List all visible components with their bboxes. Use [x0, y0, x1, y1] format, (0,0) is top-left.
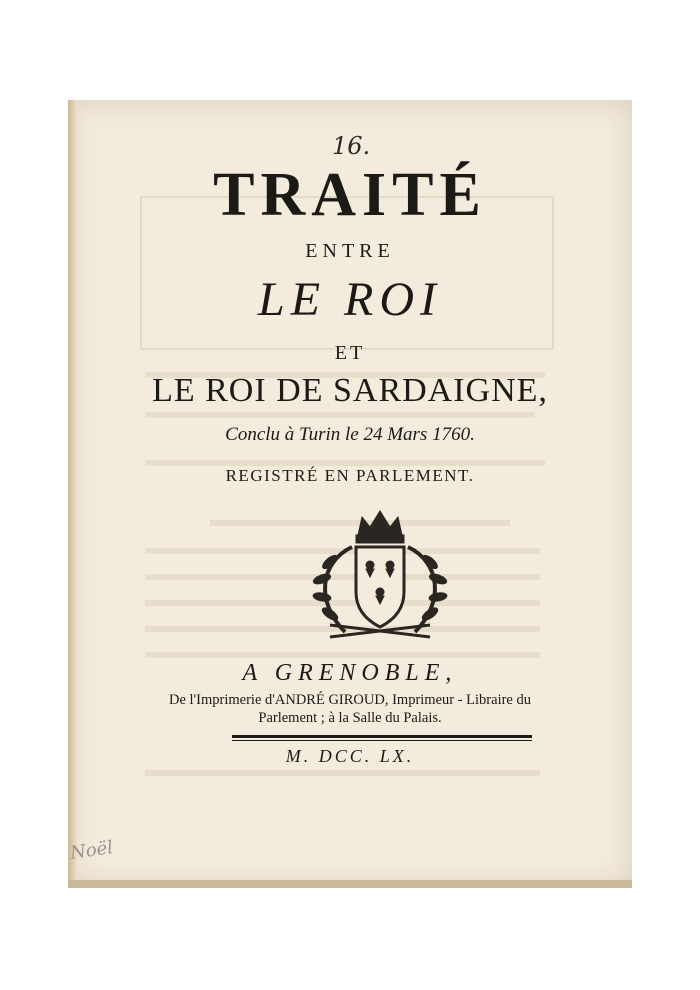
party-two: LE ROI DE SARDAIGNE,	[152, 372, 548, 409]
printer-line: De l'Imprimerie d'ANDRÉ GIROUD, Imprimeur - Libraire du	[169, 692, 531, 708]
royal-arms-emblem	[300, 507, 460, 647]
document-title: TRAITÉ	[213, 161, 487, 229]
publication-date: M. DCC. LX.	[285, 746, 415, 766]
imprint-city: A GRENOBLE,	[242, 660, 458, 686]
conjunction: ET	[334, 342, 366, 364]
page-bottom-edge	[68, 880, 632, 888]
between-label: ENTRE	[305, 240, 395, 262]
printer-line-2: Parlement ; à la Salle du Palais.	[258, 710, 442, 726]
party-one: LE ROI	[258, 273, 442, 326]
rule-thick	[232, 735, 532, 738]
concluded-line: Conclu à Turin le 24 Mars 1760.	[225, 424, 475, 445]
rule-thin	[232, 740, 532, 741]
registered-line: REGISTRÉ EN PARLEMENT.	[225, 466, 475, 485]
margin-note: Noël	[68, 837, 115, 864]
manuscript-number: 16.	[332, 132, 371, 160]
